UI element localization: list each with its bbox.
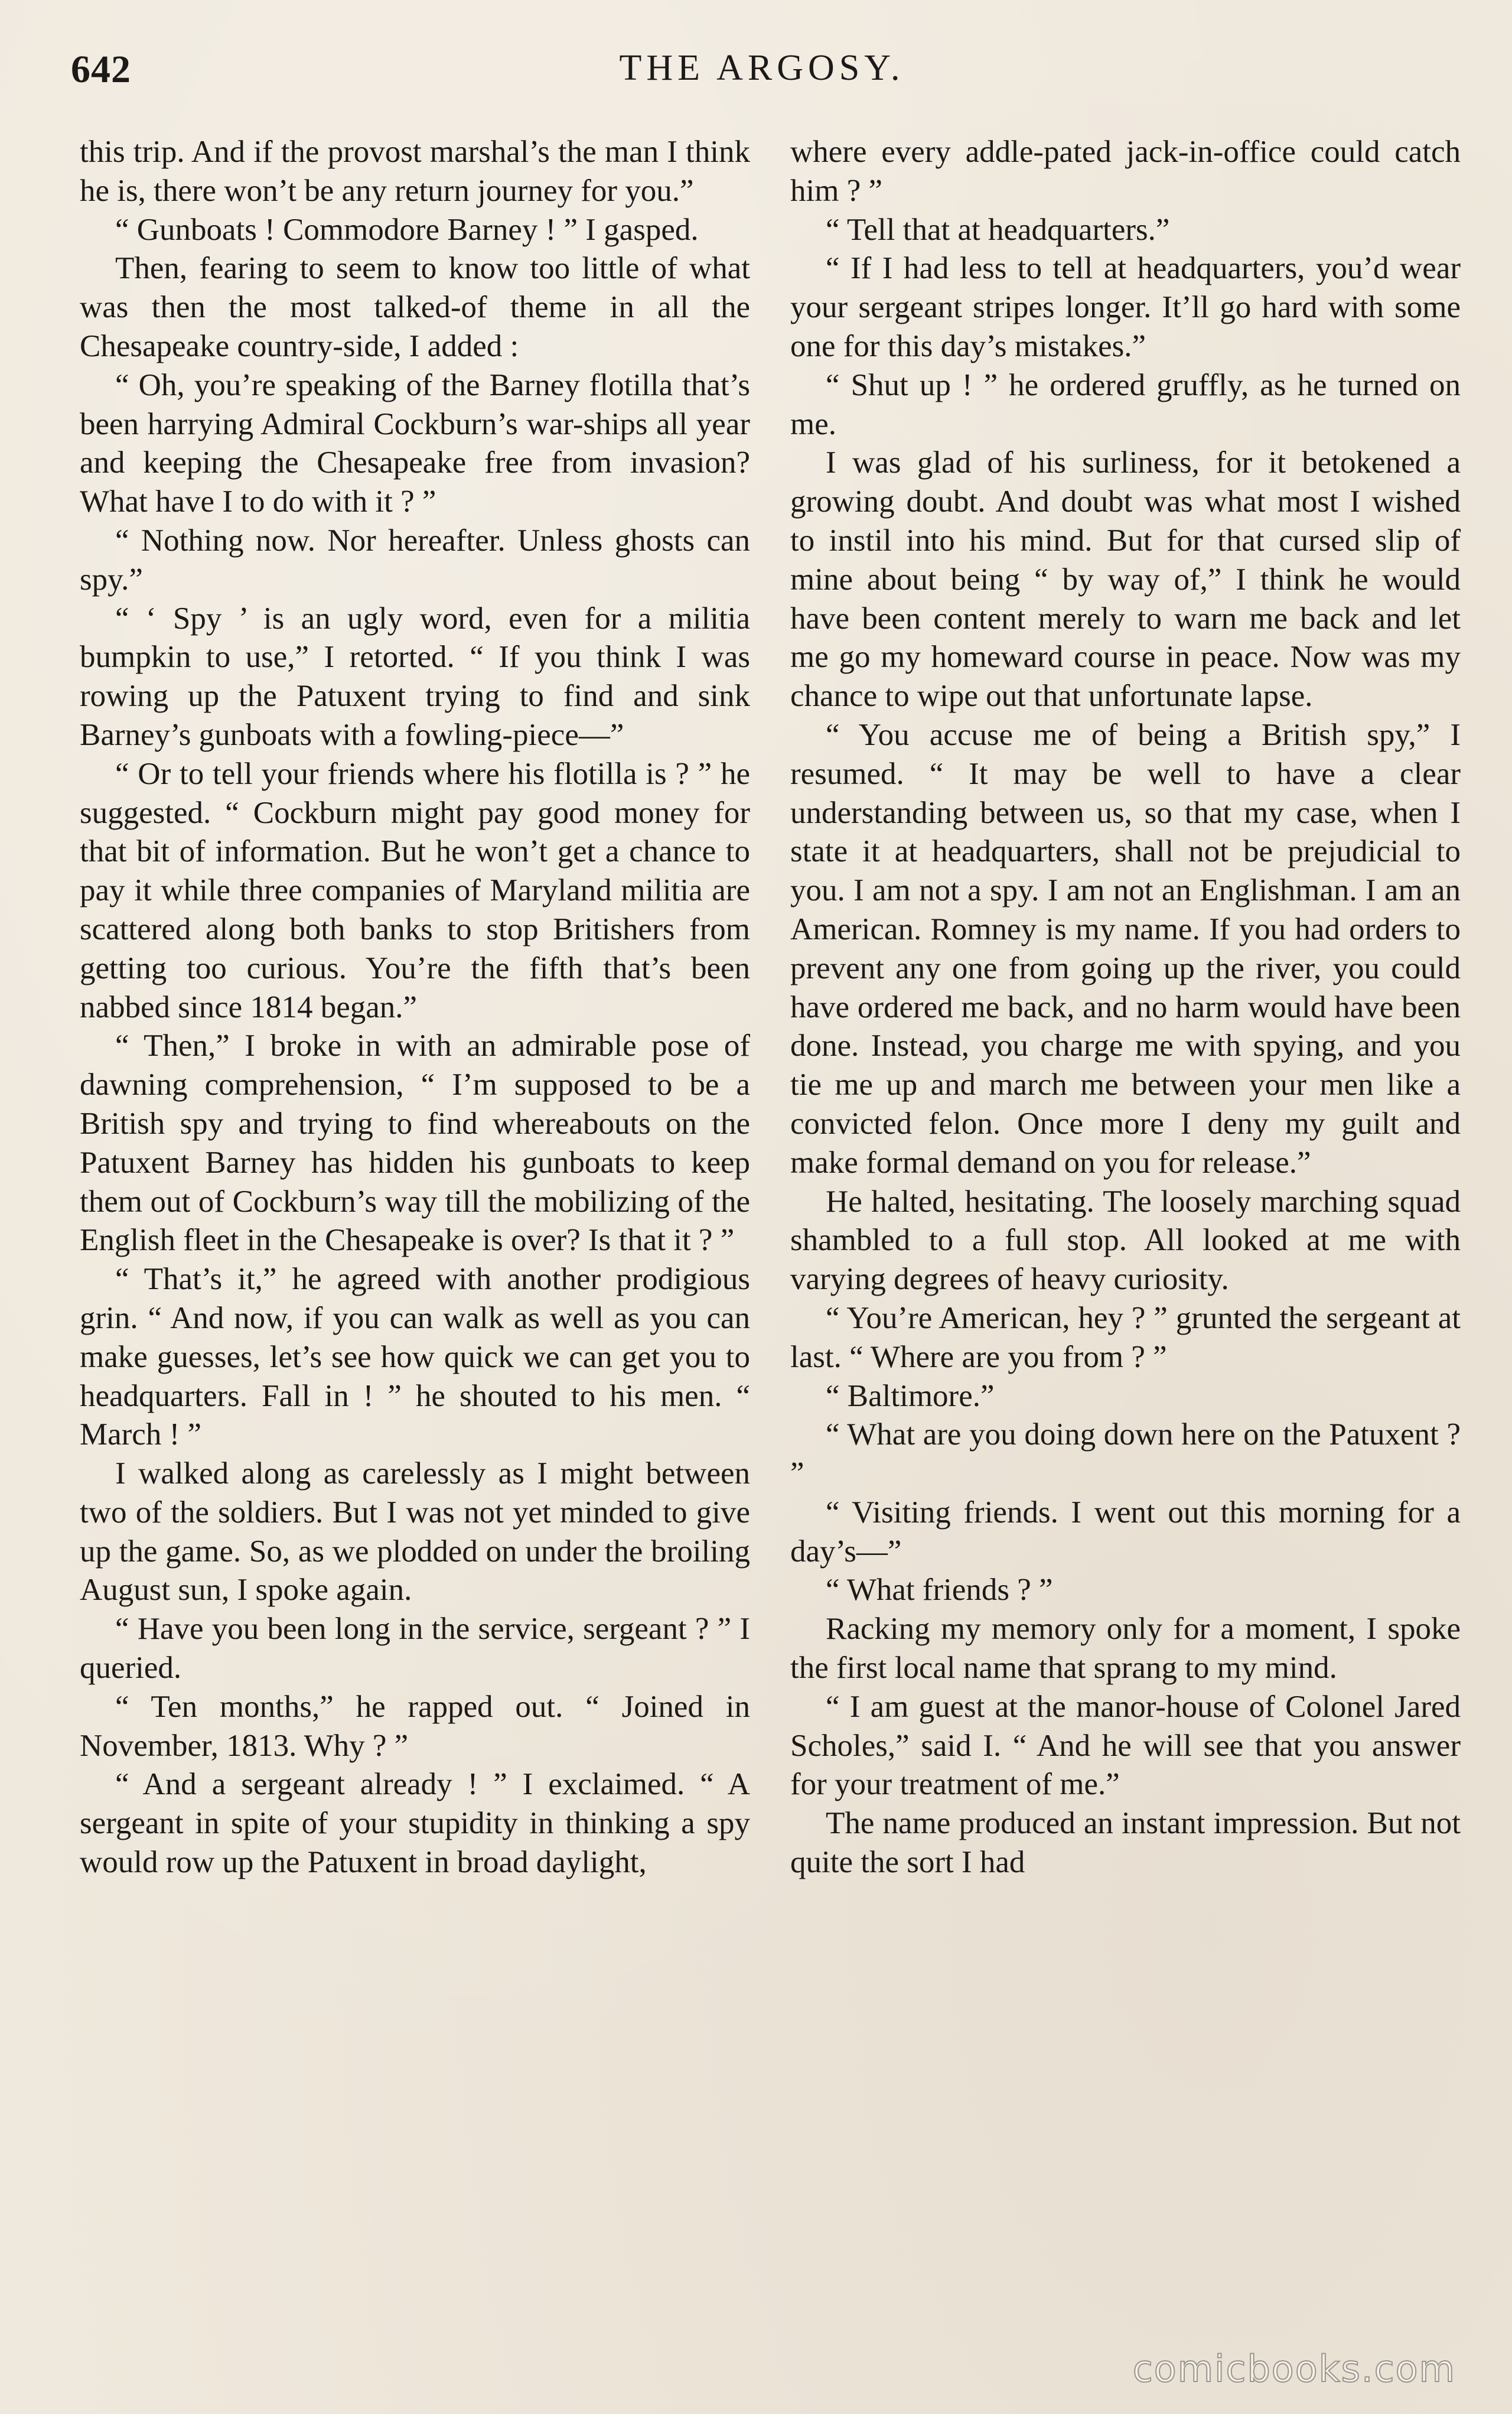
paragraph: “ Visiting friends. I went out this morning for a day’s—” xyxy=(790,1495,1461,1569)
paragraph: “ Then,” I broke in with an admirable pose of dawning comprehension, “ I’m supposed to be a British spy and trying to find whereabouts on the Patuxent Barney has hidden his gunboats to keep them out of Cockburn’s way till the mobilizing of the English fleet in the Chesapeake is over? Is that it ? ” xyxy=(80,1029,750,1258)
paragraph: “ You accuse me of being a British spy,” I resumed. “ It may be well to have a clear understanding between us, so that my case, when I state it at headquarters, shall not be prejudicial to you. I am not a spy. I am not an Englishman. I am an American. Romney is my name. If you had orders to prevent any one from going up the river, you could have ordered me back, and no harm would have been done. Instead, you charge me with spying, and you tie me up and march me between your men like a convicted felon. Once more I deny my guilt and make formal demand on you for release.” xyxy=(790,717,1461,1180)
paragraph: “ You’re American, hey ? ” grunted the sergeant at last. “ Where are you from ? ” xyxy=(790,1300,1461,1374)
page-header xyxy=(71,41,1453,106)
left-column xyxy=(80,133,750,1882)
paragraph: “ Ten months,” he rapped out. “ Joined in November, 1813. Why ? ” xyxy=(80,1689,750,1763)
watermark-logo: comicbooks.com xyxy=(1132,2347,1456,2390)
paragraph: “ That’s it,” he agreed with another prodigious grin. “ And now, if you can walk as well as you can make guesses, let’s see how quick we can get you to headquarters. Fall in ! ” he shouted to his men. “ March ! ” xyxy=(80,1262,750,1452)
paragraph: “ Gunboats ! Commodore Barney ! ” I gasped. xyxy=(115,212,699,247)
paragraph: “ What friends ? ” xyxy=(826,1573,1053,1608)
paragraph: “ ‘ Spy ’ is an ugly word, even for a militia bumpkin to use,” I retorted. “ If you think I was rowing up the Patuxent trying to find and sink Barney’s gunboats with a fowling-piece—” xyxy=(80,601,750,752)
paragraph: “ Nothing now. Nor hereafter. Unless ghosts can spy.” xyxy=(80,523,750,597)
paragraph: Then, fearing to seem to know too little of what was then the most talked-of theme in all the Chesapeake country-side, I added : xyxy=(80,251,750,363)
paragraph: “ What are you doing down here on the Patuxent ? ” xyxy=(790,1417,1461,1491)
paragraph: “ Oh, you’re speaking of the Barney flotilla that’s been harrying Admiral Cockburn’s war-ships all year and keeping the Chesapeake free from invasion? What have I to do with it ? ” xyxy=(80,367,750,519)
running-head: THE ARGOSY. xyxy=(619,48,905,88)
paragraph: “ Have you been long in the service, sergeant ? ” I queried. xyxy=(80,1612,750,1686)
paragraph: Racking my memory only for a moment, I spoke the first local name that sprang to my mind. xyxy=(790,1612,1461,1686)
paragraph: where every addle-pated jack-in-office could catch him ? ” xyxy=(790,135,1461,208)
paragraph: He halted, hesitating. The loosely marching squad shambled to a full stop. All looked at me with varying degrees of heavy curiosity. xyxy=(790,1184,1461,1297)
paragraph: “ I am guest at the manor-house of Colonel Jared Scholes,” said I. “ And he will see that you answer for your treatment of me.” xyxy=(790,1689,1461,1802)
paragraph: “ If I had less to tell at headquarters, you’d wear your sergeant stripes longer. It’ll go hard with some one for this day’s mistakes.” xyxy=(790,251,1461,363)
paragraph: this trip. And if the provost marshal’s the man I think he is, there won’t be any return journey for you.” xyxy=(80,135,750,208)
paragraph: I was glad of his surliness, for it betokened a growing doubt. And doubt was what most I wished to instil into his mind. But for that cursed slip of mine about being “ by way of,” I think he would have been content merely to warn me back and let me go my homeward course in peace. Now was my chance to wipe out that unfortunate lapse. xyxy=(790,445,1461,714)
paragraph: “ Or to tell your friends where his flotilla is ? ” he suggested. “ Cockburn might pay good money for that bit of information. But he won’t get a chance to pay it while three companies of Maryland militia are scattered along both banks to stop Britishers from getting too curious. You’re the fifth that’s been nabbed since 1814 began.” xyxy=(80,756,750,1024)
paragraph: “ And a sergeant already ! ” I exclaimed. “ A sergeant in spite of your stupidity in thinking a spy would row up the Patuxent in broad daylight, xyxy=(80,1767,750,1880)
paragraph: “ Shut up ! ” he ordered gruffly, as he turned on me. xyxy=(790,367,1461,441)
paragraph: “ Tell that at headquarters.” xyxy=(826,212,1170,247)
paragraph: The name produced an instant impression. But not quite the sort I had xyxy=(790,1806,1461,1880)
paragraph: “ Baltimore.” xyxy=(826,1378,995,1413)
page-number: 642 xyxy=(71,48,131,91)
paragraph: I walked along as carelessly as I might between two of the soldiers. But I was not yet minded to give up the game. So, as we plodded on under the broiling August sun, I spoke again. xyxy=(80,1456,750,1608)
right-column xyxy=(790,133,1461,1882)
